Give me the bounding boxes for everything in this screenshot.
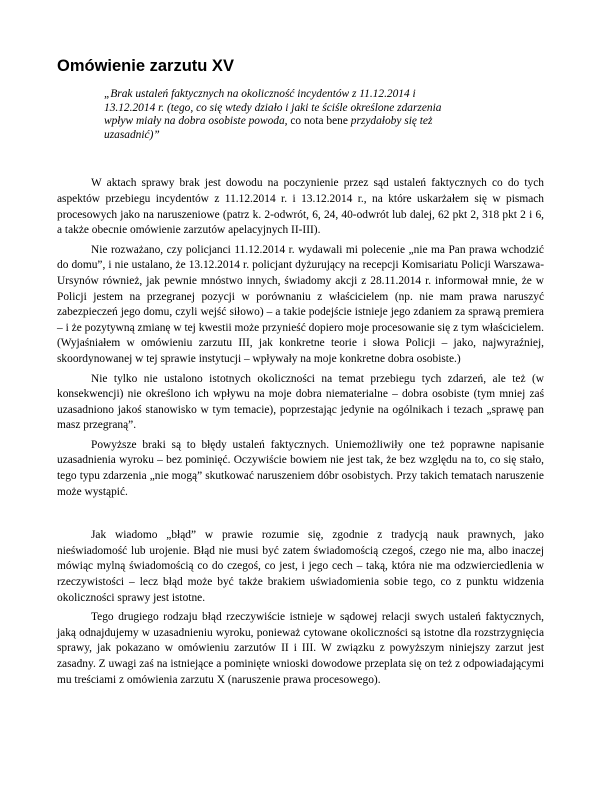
paragraph-2: Nie rozważano, czy policjanci 11.12.2014 r. wydawali mi polecenie „nie ma Pan prawa wchodzić do domu”, i nie ustalano, że 13.12.2014 r. policjant dyżurujący na recepcji Komisariatu Policji Warszawa-Ursynów również, jak pewnie mnóstwo innych, świadomy akcji z 28.11.2014 r. informował mnie, że w Policji jestem na przegranej pozycji w porównaniu z właścicielem (np. nie mam prawa naruszyć zabezpieczeń jego domu, czyli wejść siłowo) – a takie podejście istnieje jego zdaniem za sprawą premiera – i że pozytywną zmianę w tej kwestii może przynieść dopiero moje procesowanie się z tym właścicielem. (Wyjaśniałem w omówieniu zarzutu III, jak konkretne teorie i słowa Policji – jako, najwyraźniej, skoordynowanej w tej sprawie instytucji – wpływały na moje konkretne dobra osobiste.) [57, 243, 544, 365]
section-gap [57, 504, 544, 528]
paragraph-6: Tego drugiego rodzaju błąd rzeczywiście istnieje w sądowej relacji swych ustaleń faktycznych, jaką odnajdujemy w uzasadnieniu wyroku, ponieważ cytowane okoliczności są istotne dla rozstrzygnięcia sprawy, jak pokazano w omówieniu zarzutów II i III. W związku z powyższym niniejszy zarzut jest zasadny. Z uwagi zaś na istniejące a pominięte wnioski dowodowe przeplata się on też z odpowiadającymi mu treściami z omówienia zarzutu X (naruszenie prawa procesowego). [57, 611, 544, 686]
quote-part-3: przydałoby się też uzasadnić)” [104, 115, 433, 141]
document-page [57, 56, 544, 692]
paragraph-5: Jak wiadomo „błąd” w prawie rozumie się, zgodnie z tradycją nauk prawnych, jako nieświadomość lub urojenie. Błąd nie musi być zatem świadomością czegoś, czego nie ma, albo inaczej mówiąc mylną świadomością co do czegoś, co jest, i jego cech – taką, która nie ma odzwierciedlenia w rzeczywistości – lecz błąd może być także brakiem uświadomienia sobie tego, co z punktu widzenia okoliczności sprawy jest istotne. [57, 529, 544, 604]
quote-part-2: co nota bene [287, 115, 351, 128]
page-title: Omówienie zarzutu XV [57, 57, 234, 75]
paragraph-4: Powyższe braki są to błędy ustaleń faktycznych. Uniemożliwiły one też poprawne napisanie uzasadnienia wyroku – bez pominięć. Oczywiście bowiem nie jest tak, że bez względu na to, co się stało, tego typu zdarzenia „nie mogą” skutkować naruszeniem dóbr osobistych. Przy takich tematach naruszenie może wystąpić. [57, 438, 544, 498]
paragraph-1: W aktach sprawy brak jest dowodu na poczynienie przez sąd ustaleń faktycznych co do tych aspektów przebiegu incydentów z 11.12.2014 r. i 13.12.2014 r., na które uskarżałem się w pismach procesowych jako na naruszeniowe (patrz k. 2-odwrót, 6, 24, 40-odwrót lub dalej, 62 pkt 2, 318 pkt 2 i 6, a także obecnie omówienie zarzutów apelacyjnych II-III). [57, 177, 544, 237]
quote-part-1: „Brak ustaleń faktycznych na okoliczność incydentów z 11.12.2014 i 13.12.2014 r. (tego, co się wtedy działo i jaki te ściśle określone zdarzenia wpływ miały na dobra osobiste powoda, [104, 88, 442, 128]
paragraph-3: Nie tylko nie ustalono istotnych okoliczności na temat przebiegu tych zdarzeń, ale też (w konsekwencji) nie określono ich wpływu na moje dobra niematerialne – dobra osobiste (tym mniej zaś uzasadniono jakoś stanowisko w tym temacie), poprzestając jedynie na ogólnikach i tezach „sprawę pan masz przegraną”. [57, 372, 544, 432]
epigraph-quote [104, 88, 444, 142]
